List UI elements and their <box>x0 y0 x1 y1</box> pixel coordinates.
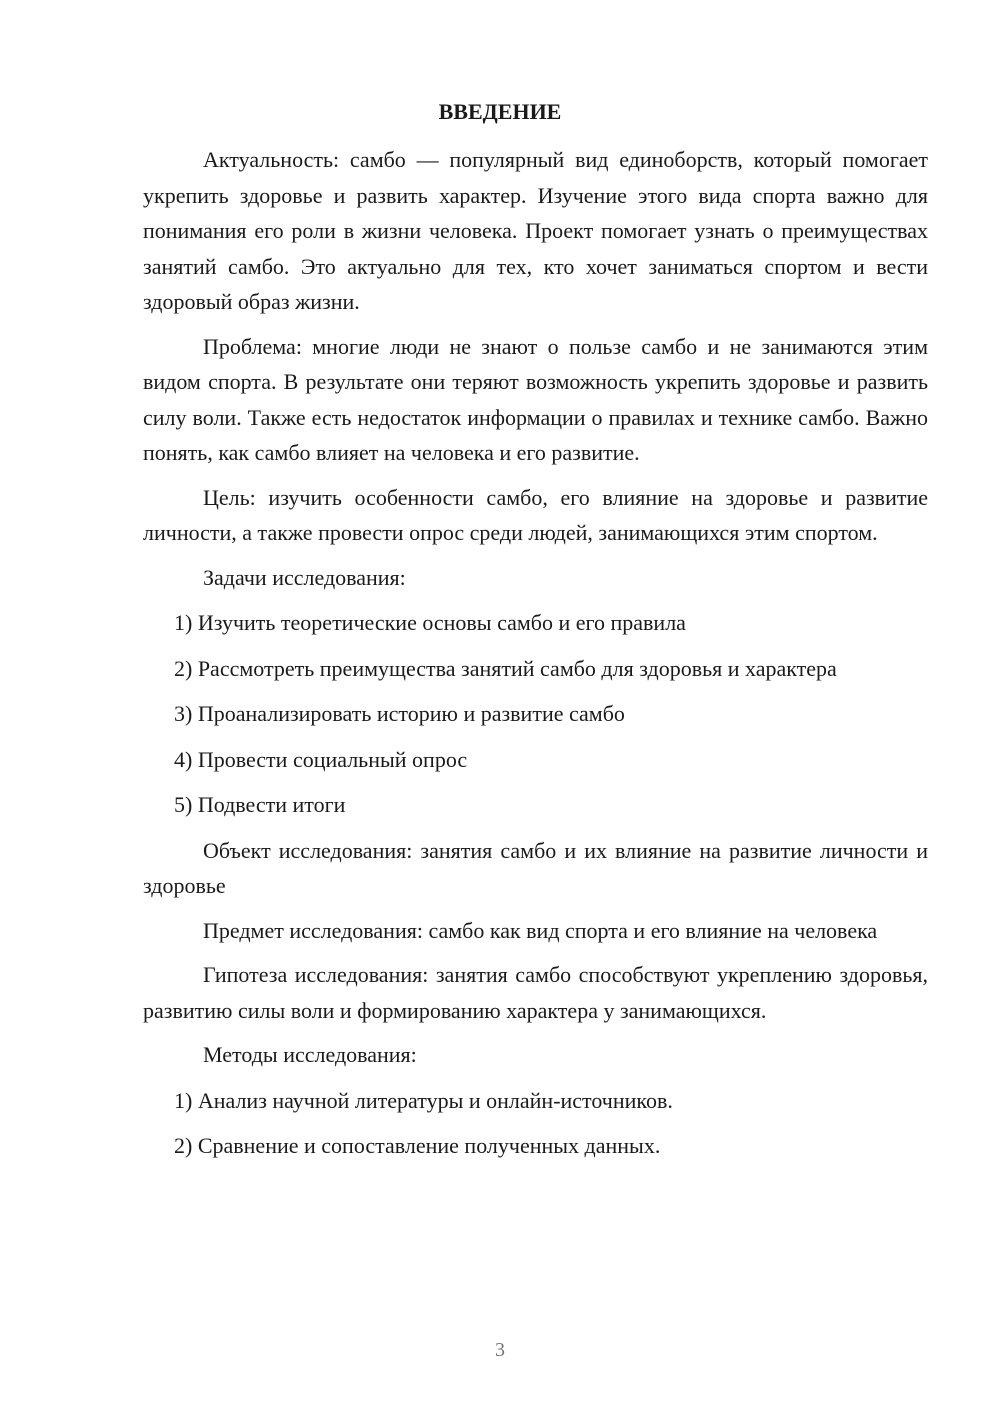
list-item: 5) Подвести итоги <box>174 792 346 817</box>
subject-paragraph: Предмет исследования: самбо как вид спорта и его влияние на человека <box>203 917 878 943</box>
relevance-paragraph: Актуальность: самбо — популярный вид единоборств, который помогает укрепить здоровье и развить характер. Изучение этого вида спорта важно для понимания его роли в жизни человека. Проект помогает узнать о преимуществах занятий самбо. Это актуально для тех, кто хочет заниматься спортом и вести здоровый образ жизни. <box>143 147 928 314</box>
list-item: 4) Провести социальный опрос <box>174 746 468 772</box>
page-title: ВВЕДЕНИЕ <box>438 99 562 124</box>
document-body <box>143 142 928 1174</box>
goal-paragraph: Цель: изучить особенности самбо, его влияние на здоровье и развитие личности, а также провести опрос среди людей, занимающихся этим спортом. <box>143 484 928 545</box>
hypothesis-paragraph: Гипотеза исследования: занятия самбо способствуют укреплению здоровья, развитию силы воли и формированию характера у занимающихся. <box>143 962 928 1023</box>
tasks-list <box>143 605 928 823</box>
problem-paragraph: Проблема: многие люди не знают о пользе самбо и не занимаются этим видом спорта. В результате они теряют возможность укрепить здоровье и развить силу воли. Также есть недостаток информации о правилах и технике самбо. Важно понять, как самбо влияет на человека и его развитие. <box>143 333 928 465</box>
list-item: 3) Проанализировать историю и развитие самбо <box>174 701 625 726</box>
page-number: 3 <box>495 1339 505 1361</box>
list-item: 2) Сравнение и сопоставление полученных данных. <box>174 1133 661 1158</box>
methods-heading: Методы исследования: <box>203 1042 417 1067</box>
list-item: 1) Изучить теоретические основы самбо и его правила <box>174 610 686 635</box>
methods-list <box>143 1083 928 1164</box>
list-item: 2) Рассмотреть преимущества занятий самбо для здоровья и характера <box>174 655 837 681</box>
object-paragraph: Объект исследования: занятия самбо и их влияние на развитие личности и здоровье <box>143 837 928 898</box>
list-item: 1) Анализ научной литературы и онлайн-источников. <box>174 1087 673 1113</box>
tasks-heading: Задачи исследования: <box>203 564 406 590</box>
